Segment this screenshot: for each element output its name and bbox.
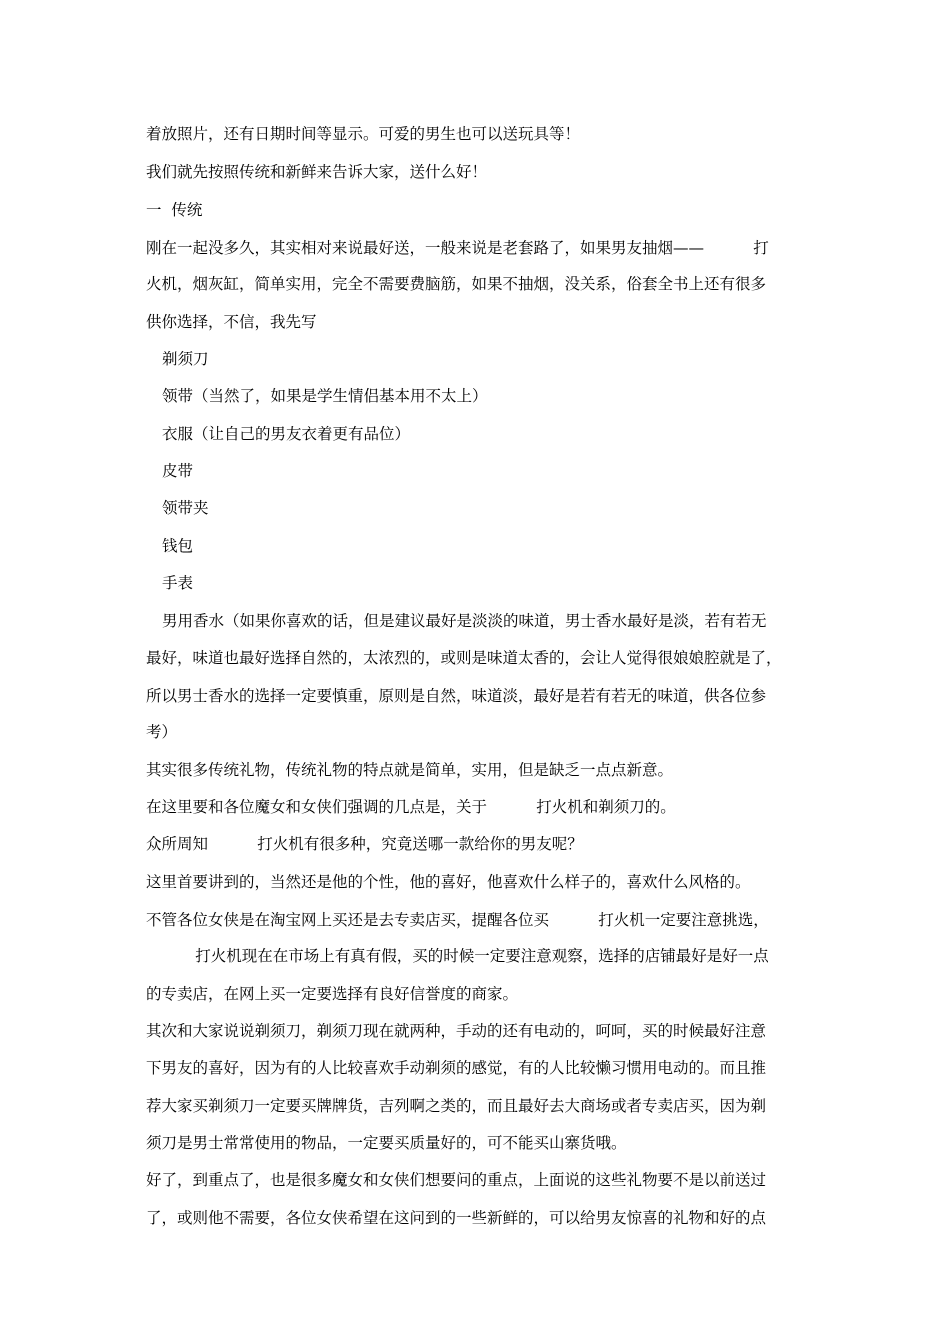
text-line: 众所周知 打火机有很多种，究竟送哪一款给你的男友呢？ (146, 835, 583, 853)
text-line: 在这里要和各位魔女和女侠们强调的几点是，关于 打火机和剃须刀的。 (146, 798, 676, 816)
text-line: 我们就先按照传统和新鲜来告诉大家，送什么好！ (146, 163, 488, 181)
text-line: 最好，味道也最好选择自然的，太浓烈的，或则是味道太香的，会让人觉得很娘娘腔就是了， (146, 649, 782, 667)
list-item: 衣服（让自己的男友衣着更有品位） (162, 425, 411, 443)
text-line: 的专卖店，在网上买一定要选择有良好信誉度的商家。 (146, 985, 519, 1003)
list-item: 皮带 (162, 462, 194, 480)
text-line: 考） (146, 723, 178, 741)
text-line: 了，或则他不需要，各位女侠希望在这问到的一些新鲜的，可以给男友惊喜的礼物和好的点 (146, 1209, 767, 1227)
list-item: 钱包 (162, 537, 194, 555)
text-line: 所以男士香水的选择一定要慎重，原则是自然，味道淡，最好是若有若无的味道，供各位参 (146, 687, 767, 705)
text-line: 不管各位女侠是在淘宝网上买还是去专卖店买，提醒各位买 打火机一定要注意挑选， (146, 911, 769, 929)
list-item: 领带（当然了，如果是学生情侣基本用不太上） (162, 387, 488, 405)
text-line: 供你选择，不信，我先写 (146, 313, 317, 331)
text-line: 刚在一起没多久，其实相对来说最好送，一般来说是老套路了，如果男友抽烟—— 打 (146, 239, 769, 257)
list-item: 剃须刀 (162, 350, 209, 368)
text-line: 这里首要讲到的，当然还是他的个性，他的喜好，他喜欢什么样子的，喜欢什么风格的。 (146, 873, 751, 891)
list-item: 手表 (162, 574, 194, 592)
list-item: 男用香水（如果你喜欢的话，但是建议最好是淡淡的味道，男士香水最好是淡，若有若无 (162, 612, 767, 630)
text-line: 其次和大家说说剃须刀，剃须刀现在就两种，手动的还有电动的，呵呵，买的时候最好注意 (146, 1022, 767, 1040)
text-line: 火机，烟灰缸，简单实用，完全不需要费脑筋，如果不抽烟，没关系，俗套全书上还有很多 (146, 275, 767, 293)
text-line: 下男友的喜好，因为有的人比较喜欢手动剃须的感觉，有的人比较懒习惯用电动的。而且推 (146, 1059, 767, 1077)
text-line: 须刀是男士常常使用的物品，一定要买质量好的，可不能买山寨货哦。 (146, 1134, 627, 1152)
text-line: 好了，到重点了，也是很多魔女和女侠们想要问的重点，上面说的这些礼物要不是以前送过 (146, 1171, 767, 1189)
text-line: 荐大家买剃须刀一定要买牌牌货，吉列啊之类的，而且最好去大商场或者专卖店买，因为剃 (146, 1097, 767, 1115)
text-line: 打火机现在在市场上有真有假，买的时候一定要注意观察，选择的店铺最好是好一点 (146, 947, 769, 965)
text-line: 其实很多传统礼物，传统礼物的特点就是简单，实用，但是缺乏一点点新意。 (146, 761, 674, 779)
text-line: 着放照片，还有日期时间等显示。可爱的男生也可以送玩具等！ (146, 125, 581, 143)
section-heading: 一 传统 (146, 201, 203, 219)
list-item: 领带夹 (162, 499, 209, 517)
